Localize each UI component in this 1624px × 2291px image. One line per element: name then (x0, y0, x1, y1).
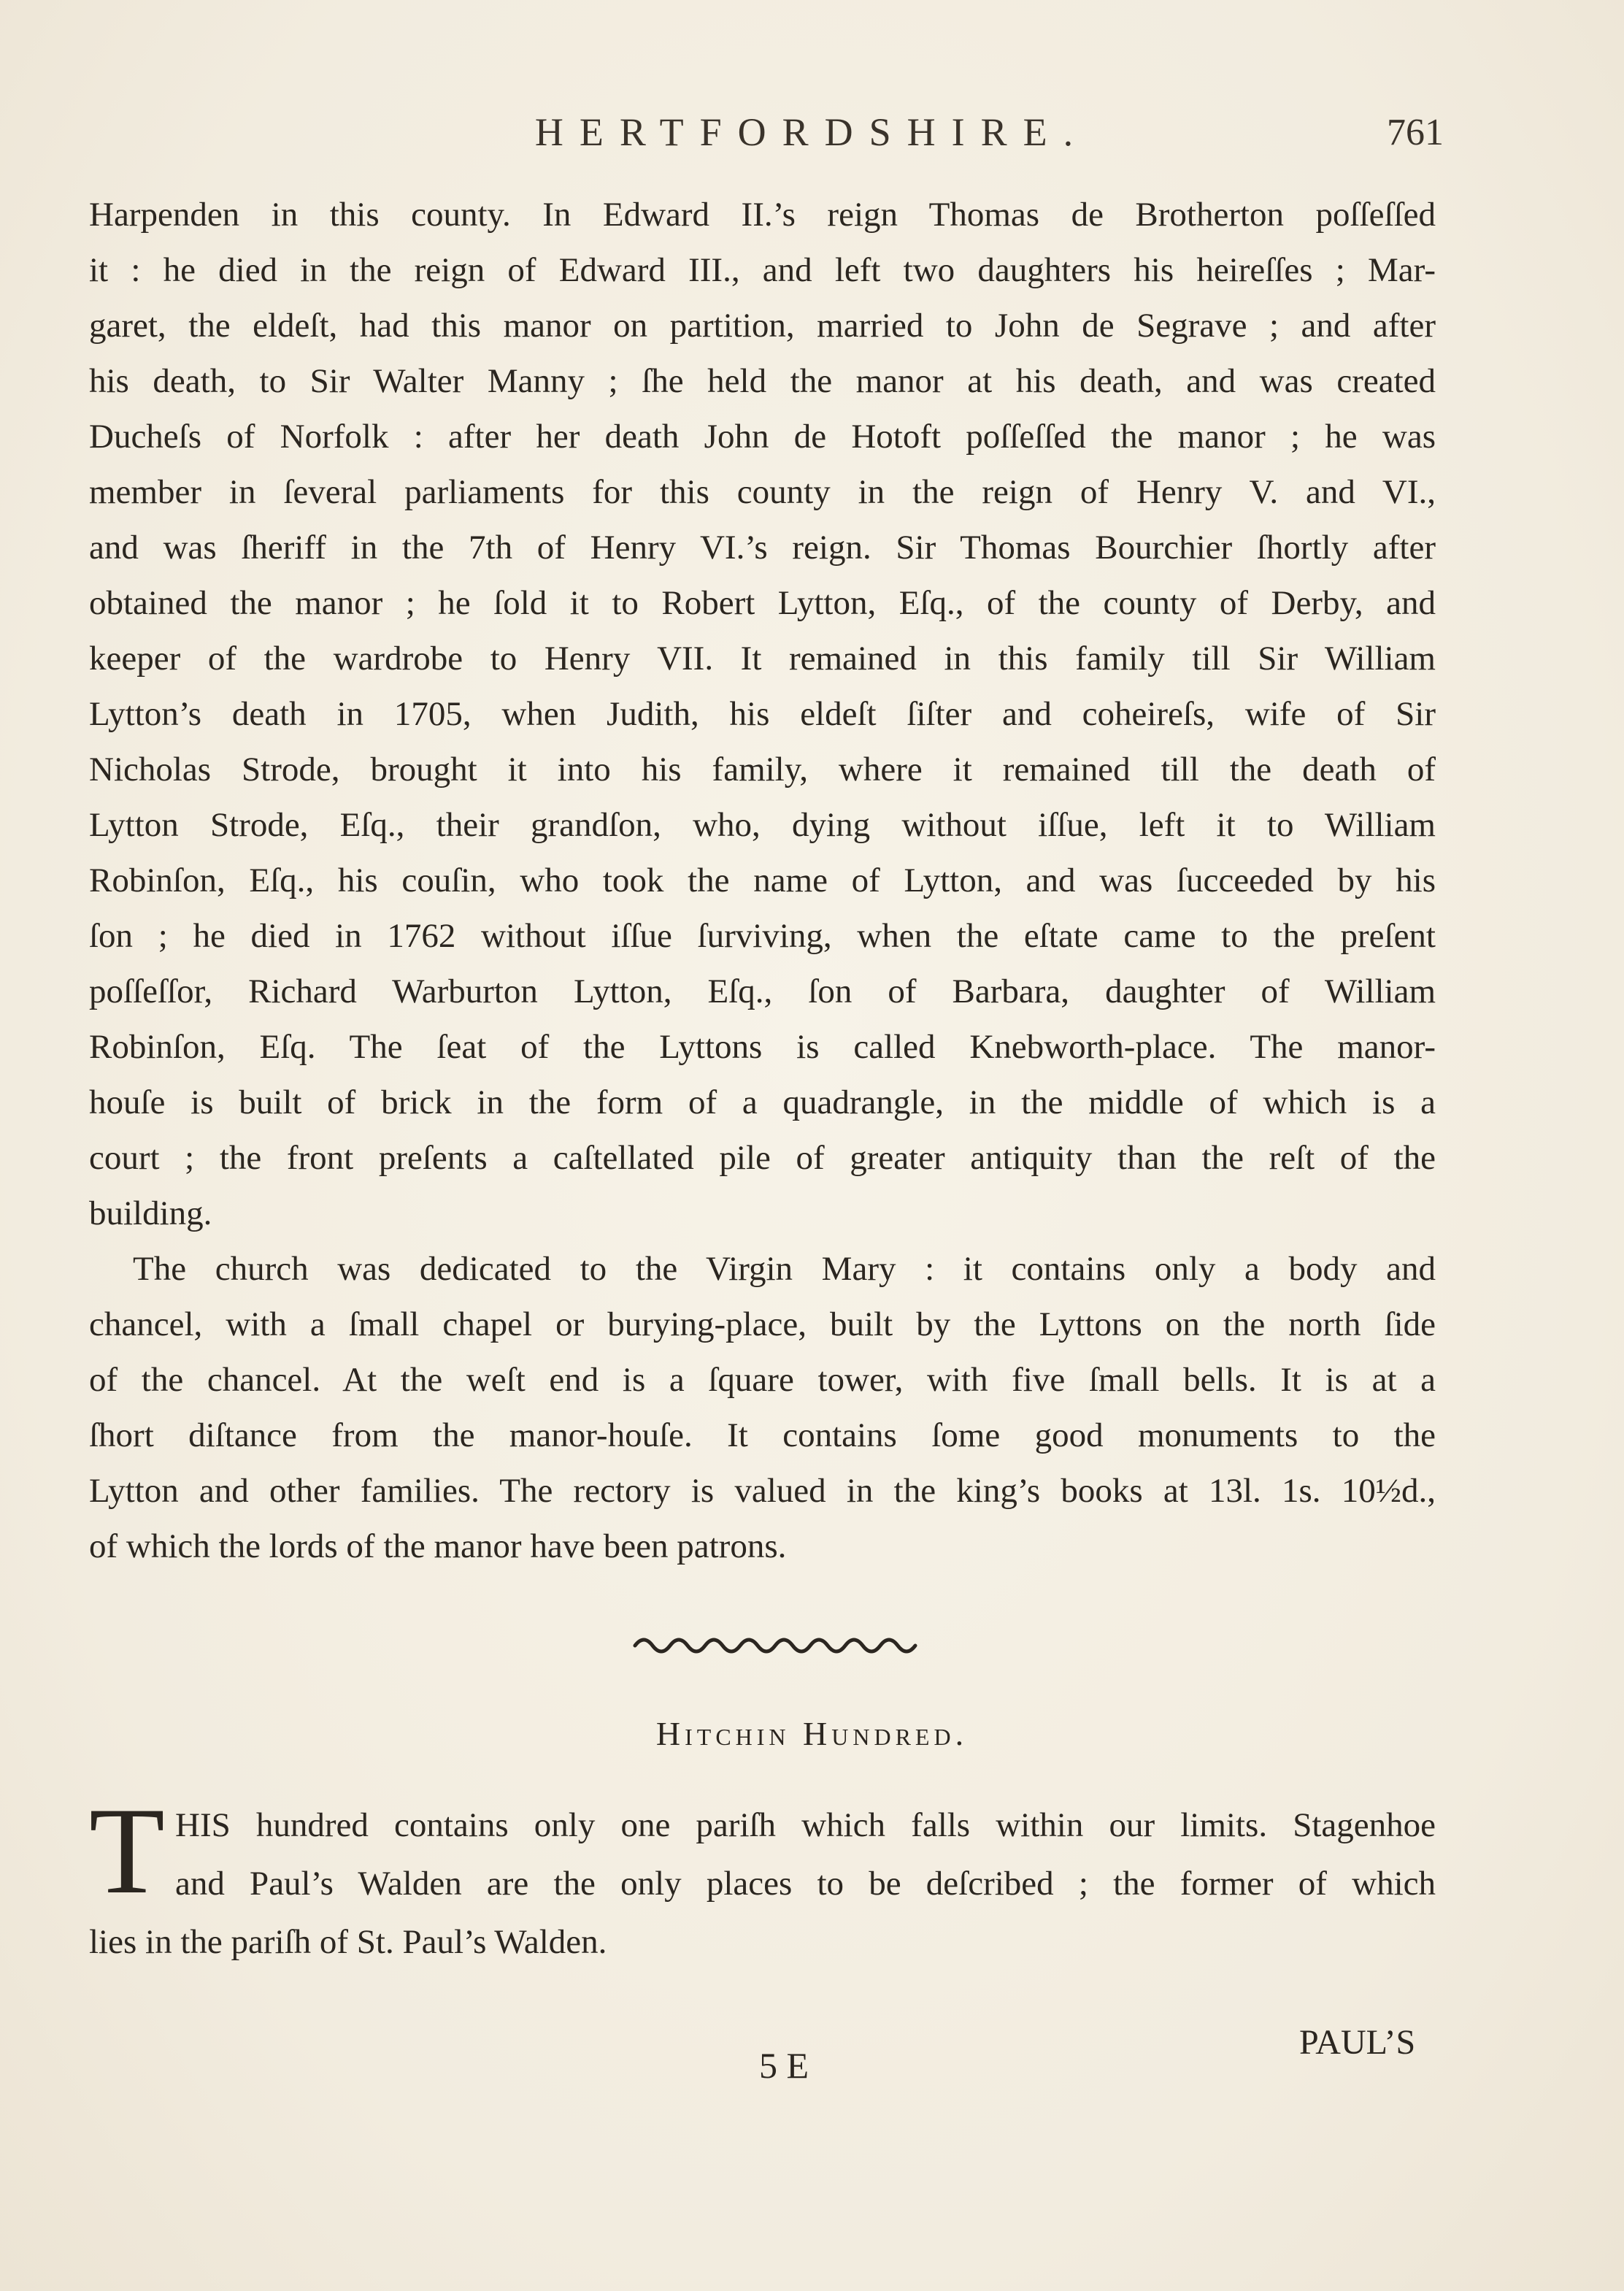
ornament-divider-icon (628, 1628, 920, 1657)
text-line: and Paul’s Walden are the only places to be deſcribed ; the former of which (175, 1865, 1436, 1903)
page-number: 761 (1387, 112, 1444, 153)
text-line: Harpenden in this county. In Edward II.’s reign Thomas de Brotherton poſſeſſed (89, 196, 1436, 234)
text-line: HIS hundred contains only one pariſh which falls within our limits. Stagenhoe (175, 1806, 1436, 1844)
main-text (89, 187, 1436, 1574)
text-line: Robinſon, Eſq. The ſeat of the Lyttons is called Knebworth-place. The manor- (89, 1028, 1436, 1066)
text-line: ſhort diſtance from the manor-houſe. It contains ſome good monuments to the (89, 1416, 1436, 1454)
drop-cap: T (89, 1782, 165, 1919)
text-line: it : he died in the reign of Edward III., and left two daughters his heireſſes ; Mar- (89, 251, 1436, 289)
text-line: lies in the pariſh of St. Paul’s Walden. (89, 1923, 607, 1961)
text-line: The church was dedicated to the Virgin Mary : it contains only a body and (133, 1250, 1436, 1288)
text-line: court ; the front preſents a caſtellated pile of greater antiquity than the reſt of the (89, 1139, 1436, 1177)
section-title: Hitchin Hundred. (655, 1715, 969, 1752)
text-line: his death, to Sir Walter Manny ; ſhe held the manor at his death, and was created (89, 362, 1436, 400)
signature-mark: 5 E (759, 2045, 809, 2086)
text-line: Lytton and other families. The rectory is valued in the king’s books at 13l. 1s. 10½d., (89, 1472, 1436, 1510)
text-line: houſe is built of brick in the form of a quadrangle, in the middle of which is a (89, 1083, 1436, 1121)
text-line: poſſeſſor, Richard Warburton Lytton, Eſq., ſon of Barbara, daughter of William (89, 972, 1436, 1010)
text-line: garet, the eldeſt, had this manor on partition, married to John de Segrave ; and after (89, 307, 1436, 345)
text-line: Lytton Strode, Eſq., their grandſon, who, dying without iſſue, left it to William (89, 806, 1436, 844)
text-line: Robinſon, Eſq., his couſin, who took the name of Lytton, and was ſucceeded by his (89, 861, 1436, 899)
text-line: building. (89, 1194, 212, 1232)
text-line: chancel, with a ſmall chapel or burying-place, built by the Lyttons on the north ſide (89, 1305, 1436, 1343)
text-line: keeper of the wardrobe to Henry VII. It remained in this family till Sir William (89, 640, 1436, 678)
text-line: member in ſeveral parliaments for this county in the reign of Henry V. and VI., (89, 473, 1436, 511)
catchword: PAUL’S (1299, 2023, 1416, 2062)
text-line: of which the lords of the manor have been patrons. (89, 1527, 787, 1565)
text-line: ſon ; he died in 1762 without iſſue ſurviving, when the eſtate came to the preſent (89, 917, 1436, 955)
text-line: obtained the manor ; he ſold it to Robert Lytton, Eſq., of the county of Derby, and (89, 584, 1436, 622)
text-line: and was ſheriff in the 7th of Henry VI.’s reign. Sir Thomas Bourchier ſhortly after (89, 529, 1436, 567)
section-text (89, 1782, 1436, 1971)
running-head: HERTFORDSHIRE. (534, 110, 1090, 154)
text-line: Nicholas Strode, brought it into his family, where it remained till the death of (89, 751, 1436, 788)
text-line: of the chancel. At the weſt end is a ſquare tower, with five ſmall bells. It is at a (89, 1361, 1436, 1399)
text-line: Ducheſs of Norfolk : after her death John de Hotoft poſſeſſed the manor ; he was (89, 418, 1436, 456)
text-line: Lytton’s death in 1705, when Judith, his eldeſt ſiſter and coheireſs, wife of Sir (89, 695, 1436, 733)
